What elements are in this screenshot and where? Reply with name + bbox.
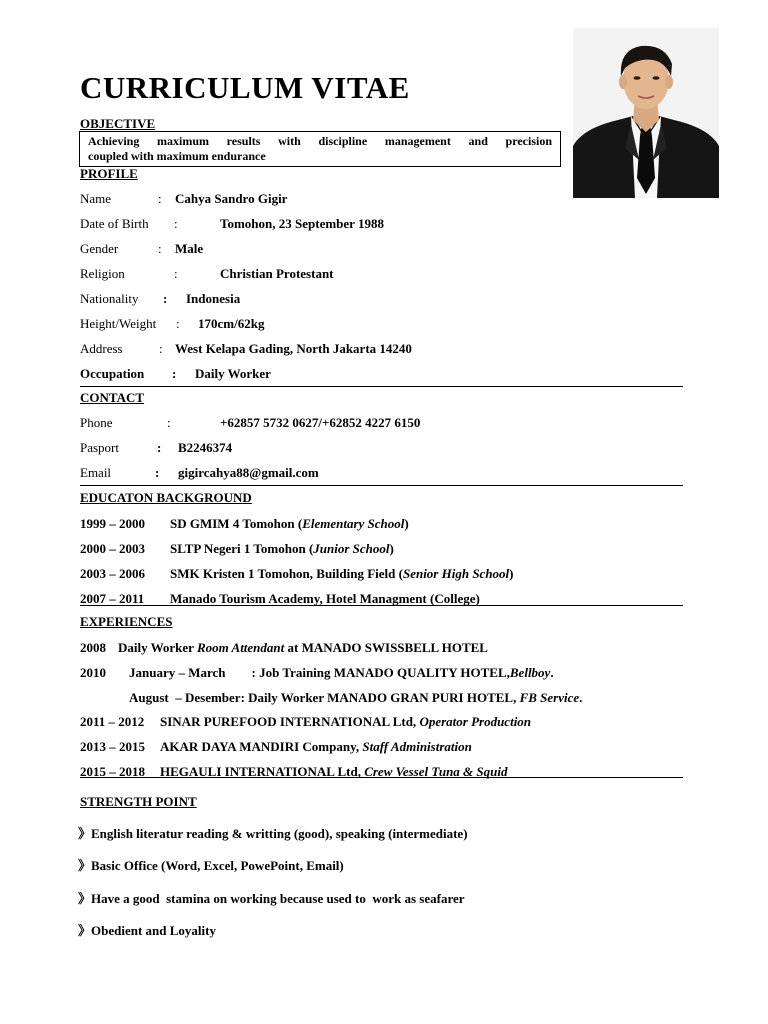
bullet-icon: 》 <box>78 858 92 873</box>
bullet-icon: 》 <box>78 891 92 906</box>
strength-heading: STRENGTH POINT <box>80 794 197 809</box>
profile-label-gender: Gender <box>80 241 119 256</box>
divider <box>80 485 683 486</box>
profile-value-nationality: Indonesia <box>186 291 241 306</box>
experience-role: Bellboy <box>509 665 551 680</box>
education-close: ) <box>389 541 394 556</box>
contact-value-passport: B2246374 <box>178 440 233 455</box>
strength-item: 》English literatur reading & writting (good), speaking (intermediate) <box>78 826 468 841</box>
education-level: Junior School <box>313 541 390 556</box>
contact-label-email: Email <box>80 465 112 480</box>
profile-label-nationality: Nationality <box>80 291 139 306</box>
colon: : <box>155 465 160 480</box>
profile-value-dob: Tomohon, 23 September 1988 <box>220 216 384 231</box>
experience-text: AKAR DAYA MANDIRI Company, <box>160 739 363 754</box>
profile-label-occupation: Occupation <box>80 366 145 381</box>
contact-value-email: gigircahya88@gmail.com <box>178 465 319 480</box>
profile-value-height-weight: 170cm/62kg <box>198 316 265 331</box>
experiences-heading: EXPERIENCES <box>80 614 173 629</box>
objective-heading: OBJECTIVE <box>80 116 156 131</box>
experience-years: 2011 – 2012 <box>80 714 145 729</box>
colon: : <box>158 191 162 206</box>
education-close: ) <box>509 566 514 581</box>
experience-years: 2013 – 2015 <box>80 739 145 754</box>
profile-label-height-weight: Height/Weight <box>80 316 157 331</box>
colon: : <box>174 216 178 231</box>
profile-value-address: West Kelapa Gading, North Jakarta 14240 <box>175 341 412 356</box>
experience-text: . <box>579 690 583 705</box>
experience-years: 2008 <box>80 640 106 655</box>
experience-row <box>80 640 488 656</box>
divider <box>80 777 683 778</box>
profile-label-address: Address <box>80 341 123 356</box>
profile-label-religion: Religion <box>80 266 125 281</box>
colon: : <box>158 241 162 256</box>
education-years: 2007 – 2011 <box>80 591 145 606</box>
profile-value-occupation: Daily Worker <box>195 366 271 381</box>
strength-item: 》Have a good stamina on working because used to work as seafarer <box>78 891 465 906</box>
profile-value-gender: Male <box>175 241 204 256</box>
education-years: 2003 – 2006 <box>80 566 145 581</box>
education-row <box>80 566 514 582</box>
strength-item: 》Basic Office (Word, Excel, PowePoint, Email) <box>78 858 344 873</box>
objective-box <box>79 131 561 167</box>
education-school: SMK Kristen 1 Tomohon, Building Field ( <box>170 566 403 581</box>
experience-text: SINAR PUREFOOD INTERNATIONAL Ltd, <box>160 714 420 729</box>
profile-value-religion: Christian Protestant <box>220 266 334 281</box>
education-row <box>80 541 394 557</box>
contact-label-phone: Phone <box>80 415 113 430</box>
education-level: Elementary School <box>302 516 405 531</box>
profile-value-name: Cahya Sandro Gigir <box>175 191 288 206</box>
education-years: 2000 – 2003 <box>80 541 145 556</box>
bullet-icon: 》 <box>78 923 92 938</box>
profile-label-name: Name <box>80 191 112 206</box>
experience-text: January – March : Job Training MANADO QUALITY HOTEL, <box>129 665 510 680</box>
experience-row <box>80 665 554 681</box>
profile-heading: PROFILE <box>80 166 138 181</box>
divider <box>80 386 683 387</box>
experience-role: FB Service <box>519 690 580 705</box>
education-years: 1999 – 2000 <box>80 516 145 531</box>
experience-text: August – Desember: Daily Worker MANADO GRAN PURI HOTEL, <box>129 690 520 705</box>
experience-text: . <box>550 665 554 680</box>
education-row <box>80 516 409 532</box>
experience-text: Daily Worker <box>118 640 197 655</box>
colon: : <box>174 266 178 281</box>
contact-heading: CONTACT <box>80 390 145 405</box>
experience-row <box>129 690 582 706</box>
colon: : <box>176 316 180 331</box>
experience-years: 2015 – 2018 <box>80 764 145 779</box>
profile-label-dob: Date of Birth <box>80 216 149 231</box>
contact-label-passport: Pasport <box>80 440 119 455</box>
experience-row <box>80 739 472 755</box>
experience-role: Operator Production <box>419 714 532 729</box>
experience-role: Room Attendant <box>196 640 285 655</box>
experience-years: 2010 <box>80 665 106 680</box>
education-school: Manado Tourism Academy, Hotel Managment (College) <box>170 591 480 606</box>
education-close: ) <box>404 516 409 531</box>
experience-role: Staff Administration <box>362 739 472 754</box>
contact-value-phone: +62857 5732 0627/+62852 4227 6150 <box>220 415 421 430</box>
bullet-icon: 》 <box>78 826 92 841</box>
experience-role: Crew Vessel Tuna & Squid <box>364 764 508 779</box>
colon: : <box>172 366 177 381</box>
education-school: SLTP Negeri 1 Tomohon ( <box>170 541 314 556</box>
objective-line: coupled with maximum endurance <box>88 149 266 163</box>
colon: : <box>167 415 171 430</box>
document-title: CURRICULUM VITAE <box>80 70 410 105</box>
education-level: Senior High School <box>402 566 510 581</box>
divider <box>80 605 683 606</box>
colon: : <box>157 440 162 455</box>
objective-line: Achieving maximum results with discipline management and precision <box>88 134 552 148</box>
education-school: SD GMIM 4 Tomohon ( <box>170 516 303 531</box>
profile-photo <box>573 28 719 198</box>
experience-row <box>80 714 531 730</box>
experience-text: at MANADO SWISSBELL HOTEL <box>284 640 488 655</box>
experience-text: HEGAULI INTERNATIONAL Ltd, <box>160 764 365 779</box>
strength-item: 》Obedient and Loyality <box>78 923 216 938</box>
colon: : <box>163 291 168 306</box>
education-heading: EDUCATON BACKGROUND <box>80 490 252 505</box>
colon: : <box>159 341 163 356</box>
